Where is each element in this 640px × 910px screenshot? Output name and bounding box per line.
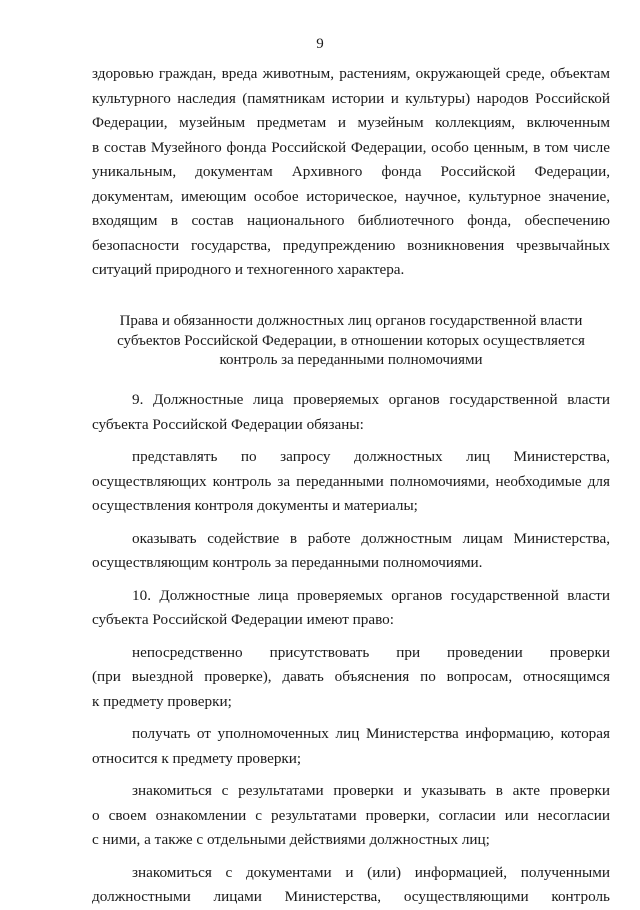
paragraph-item-10: [92, 584, 610, 633]
text-line: 10. Должностные лица проверяемых органов государственной власти: [132, 586, 610, 604]
text-line: к предмету проверки;: [92, 692, 232, 710]
text-line: входящим в состав национального библиотечного фонда, обеспечению: [92, 212, 610, 229]
text-line: знакомиться с документами и (или) информацией, полученными: [132, 863, 610, 881]
text-line: 9. Должностные лица проверяемых органов государственной власти: [132, 391, 610, 408]
text-line: относится к предмету проверки;: [92, 749, 302, 767]
section-heading: [92, 312, 610, 371]
text-line: получать от уполномоченных лиц Министерства информацию, которая: [132, 725, 610, 742]
paragraph-obligation-2: [92, 527, 610, 576]
text-line: ситуаций природного и техногенного характера.: [92, 261, 405, 278]
paragraph-obligation-1: [92, 445, 610, 519]
text-line: (при выездной проверке), давать объяснения по вопросам, относящимся: [92, 668, 610, 685]
paragraph-right-3: [92, 779, 610, 853]
paragraph-right-4: [92, 861, 610, 910]
text-line: знакомиться с результатами проверки и указывать в акте проверки: [132, 782, 610, 799]
paragraph-item-9: [92, 388, 610, 437]
text-line: осуществления контроля документы и материалы;: [92, 497, 418, 514]
text-line: представлять по запросу должностных лиц Министерства,: [132, 448, 610, 465]
text-line: документам, имеющим особое историческое, научное, культурное значение,: [92, 187, 610, 205]
text-line: должностными лицами Министерства, осуществляющими контроль: [92, 888, 610, 905]
text-line: уникальным, документам Архивного фонда Российской Федерации,: [92, 163, 610, 180]
page-number: 9: [316, 36, 324, 52]
intro-paragraph: [92, 62, 610, 283]
text-line: культурного наследия (памятникам истории и культуры) народов Российской: [92, 89, 610, 107]
text-line: с ними, а также с отдельными действиями должностных лиц;: [92, 831, 490, 848]
text-line: о своем ознакомлении с результатами проверки, согласии или несогласии: [92, 806, 610, 824]
heading-line: субъектов Российской Федерации, в отношении которых осуществляется: [117, 332, 585, 349]
heading-line: Права и обязанности должностных лиц органов государственной власти: [119, 313, 583, 329]
text-line: непосредственно присутствовать при проведении проверки: [132, 643, 610, 661]
text-line: осуществляющих контроль за переданными полномочиями, необходимые для: [92, 472, 610, 490]
heading-line: контроль за переданными полномочиями: [219, 352, 483, 368]
text-line: субъекта Российской Федерации имеют право:: [92, 611, 394, 628]
text-line: субъекта Российской Федерации обязаны:: [92, 415, 364, 433]
text-line: осуществляющим контроль за переданными полномочиями.: [92, 554, 483, 571]
paragraph-right-1: [92, 641, 610, 715]
paragraph-right-2: [92, 722, 610, 771]
text-line: в состав Музейного фонда Российской Федерации, особо ценным, в том числе: [92, 138, 610, 156]
text-line: Федерации, музейным предметам и музейным коллекциям, включенным: [92, 114, 610, 131]
body-text: [92, 388, 610, 910]
text-line: здоровью граждан, вреда животным, растениям, окружающей среде, объектам: [92, 65, 610, 82]
text-line: безопасности государства, предупреждению возникновения чрезвычайных: [92, 236, 610, 254]
text-line: оказывать содействие в работе должностным лицам Министерства,: [132, 529, 610, 547]
